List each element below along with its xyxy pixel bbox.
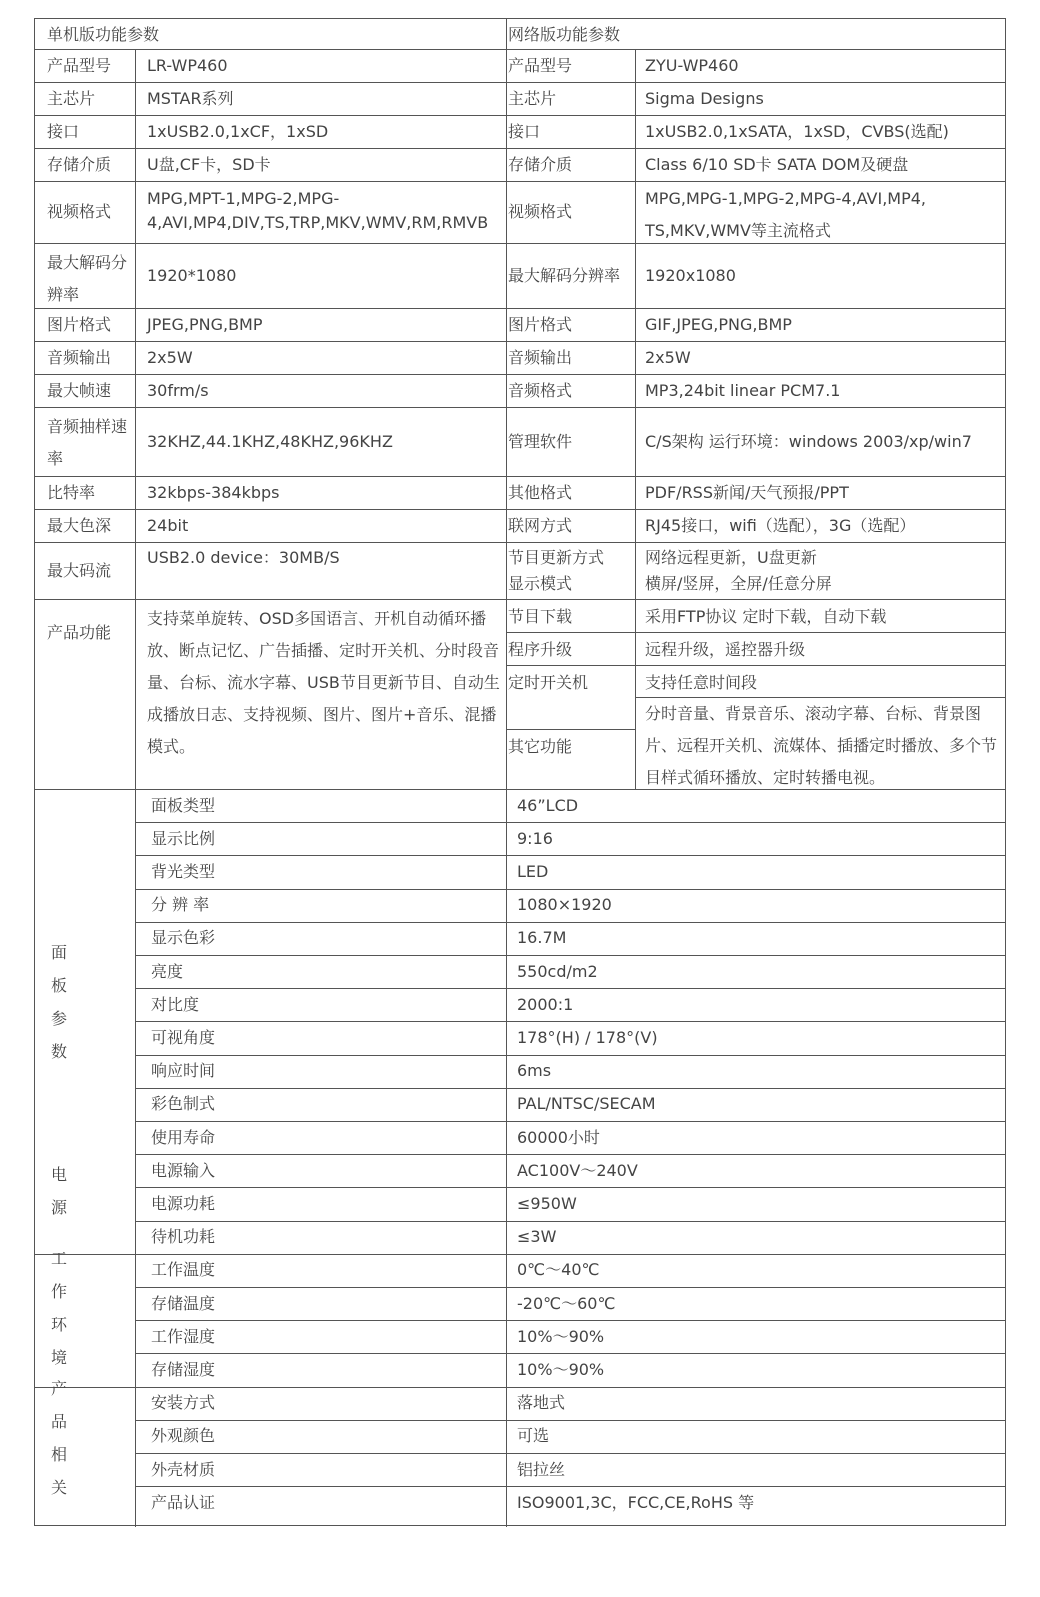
spec-value: MPG,MPG-1,MPG-2,MPG-4,AVI,MP4, TS,MKV,WMV等主流格式 — [645, 189, 926, 240]
param-label: 面板类型 — [151, 795, 216, 815]
spec-label: 最大码流 — [47, 560, 112, 580]
spec-label: 音频格式 — [508, 380, 573, 400]
spec-value: 2x5W — [147, 347, 193, 367]
row-divider — [135, 1353, 1005, 1354]
function-row-value: 采用FTP协议 定时下载，自动下载 — [645, 607, 887, 626]
row-divider — [135, 1221, 1005, 1222]
row-divider — [135, 889, 1005, 890]
spec-label: 最大解码分辨率 — [508, 265, 621, 285]
header-standalone: 单机版功能参数 — [47, 25, 160, 44]
row-divider — [35, 789, 1005, 790]
spec-label: 音频抽样速率 — [47, 417, 128, 468]
spec-value: U盘,CF卡，SD卡 — [147, 154, 271, 174]
row-divider — [35, 49, 1005, 50]
function-value: 支持菜单旋转、OSD多国语言、开机自动循环播放、断点记忆、广告插播、定时开关机、分时段音量、台标、流水字幕、USB节目更新节目、自动生成播放日志、支持视频、图片、图片+音乐、混播模式。 — [147, 609, 500, 756]
spec-label: 产品型号 — [47, 55, 112, 75]
param-label: 外观颜色 — [151, 1426, 216, 1446]
group-title-char: 数 — [50, 1042, 67, 1061]
spec-label: 最大帧速 — [47, 380, 112, 400]
row-divider — [135, 922, 1005, 923]
param-value: 1080×1920 — [517, 895, 612, 915]
row-divider — [135, 955, 1005, 956]
spec-label: 其他格式 — [508, 482, 573, 502]
group-title-char: 参 — [50, 1009, 67, 1028]
row-divider — [135, 1121, 1005, 1122]
function-row-label: 节目下载 — [508, 607, 573, 626]
spec-label: 视频格式 — [47, 202, 112, 221]
param-label: 显示比例 — [151, 828, 216, 848]
row-divider — [135, 1088, 1005, 1089]
row-divider — [506, 729, 635, 730]
group-title — [47, 1372, 71, 1504]
spec-value: 1xUSB2.0,1xSATA，1xSD，CVBS(选配) — [645, 121, 949, 141]
row-divider — [135, 1420, 1005, 1421]
spec-table — [34, 18, 1006, 1526]
param-value: 9:16 — [517, 828, 553, 848]
header-network: 网络版功能参数 — [508, 25, 621, 44]
row-divider — [35, 1254, 1005, 1255]
row-divider — [135, 1187, 1005, 1188]
param-label: 显示色彩 — [151, 928, 216, 948]
display-mode-label: 显示模式 — [508, 574, 573, 593]
param-label: 外壳材质 — [151, 1459, 216, 1479]
group-title-char: 面 — [50, 943, 67, 962]
param-value: 10%～90% — [517, 1326, 605, 1346]
column-divider — [135, 49, 136, 789]
param-label: 存储温度 — [151, 1293, 216, 1313]
spec-value: 30frm/s — [147, 380, 209, 400]
function-row-value: 远程升级，遥控器升级 — [645, 640, 806, 659]
row-divider — [135, 1287, 1005, 1288]
param-value: -20℃～60℃ — [517, 1293, 616, 1313]
group-title-char: 产 — [50, 1379, 67, 1398]
param-value: 可选 — [517, 1426, 550, 1446]
param-value: 178°(H) / 178°(V) — [517, 1028, 658, 1047]
param-label: 使用寿命 — [151, 1127, 216, 1147]
row-divider — [135, 1486, 1005, 1487]
param-value: 16.7M — [517, 928, 567, 948]
spec-label: 音频输出 — [508, 347, 573, 367]
spec-value: LR-WP460 — [147, 55, 228, 75]
spec-value: ZYU-WP460 — [645, 55, 739, 75]
spec-label: 最大解码分辨率 — [47, 253, 128, 304]
group-title — [47, 936, 71, 1068]
param-label: 工作湿度 — [151, 1326, 216, 1346]
group-title-char: 境 — [50, 1348, 67, 1367]
param-value: ≤3W — [517, 1227, 557, 1247]
function-row-label: 定时开关机 — [508, 673, 589, 692]
spec-label: 存储介质 — [47, 154, 112, 174]
spec-label: 图片格式 — [47, 314, 112, 334]
spec-label: 最大色深 — [47, 515, 112, 535]
spec-label: 存储介质 — [508, 154, 573, 174]
param-value: 550cd/m2 — [517, 961, 598, 981]
row-divider — [35, 243, 1005, 244]
param-label: 电源输入 — [151, 1160, 216, 1180]
row-divider — [35, 476, 1005, 477]
row-divider — [135, 1055, 1005, 1056]
row-divider — [35, 374, 1005, 375]
function-row-value: 分时音量、背景音乐、滚动字幕、台标、背景图片、远程开关机、流媒体、插播定时播放、多个节目样式循环播放、定时转播电视。 — [645, 704, 998, 787]
param-value: LED — [517, 862, 549, 881]
function-row-value: 支持任意时间段 — [645, 673, 758, 692]
param-label: 待机功耗 — [151, 1227, 216, 1247]
group-title-char: 品 — [50, 1412, 67, 1431]
spec-label: 比特率 — [47, 482, 96, 502]
param-value: 落地式 — [517, 1393, 566, 1413]
param-value: PAL/NTSC/SECAM — [517, 1094, 656, 1114]
column-divider — [506, 789, 507, 1527]
spec-label: 主芯片 — [47, 88, 96, 108]
spec-value: 2x5W — [645, 347, 691, 367]
group-title-char: 关 — [50, 1478, 67, 1497]
param-value: 2000:1 — [517, 994, 574, 1014]
spec-label: 产品型号 — [508, 55, 573, 75]
param-label: 分 辨 率 — [151, 895, 210, 915]
param-label: 背光类型 — [151, 862, 216, 881]
param-value: 铝拉丝 — [517, 1459, 566, 1479]
column-divider — [506, 19, 507, 789]
group-title — [47, 1158, 71, 1224]
function-label: 产品功能 — [47, 623, 112, 642]
param-label: 可视角度 — [151, 1028, 216, 1047]
param-value: ISO9001,3C，FCC,CE,RoHS 等 — [517, 1492, 755, 1512]
spec-label: 图片格式 — [508, 314, 573, 334]
spec-label: 接口 — [47, 121, 80, 141]
spec-value: JPEG,PNG,BMP — [147, 314, 263, 334]
param-value: 60000小时 — [517, 1127, 600, 1147]
spec-value: PDF/RSS新闻/天气预报/PPT — [645, 482, 849, 502]
group-title-char: 相 — [50, 1445, 67, 1464]
row-divider — [135, 855, 1005, 856]
spec-value: MSTAR系列 — [147, 88, 234, 108]
param-value: ≤950W — [517, 1194, 577, 1213]
param-value: 6ms — [517, 1061, 552, 1081]
param-value: 10%～90% — [517, 1360, 605, 1379]
row-divider — [35, 542, 1005, 543]
spec-value: 网络远程更新，U盘更新 — [645, 548, 817, 567]
row-divider — [35, 115, 1005, 116]
spec-value: 24bit — [147, 515, 189, 535]
spec-value: MP3,24bit linear PCM7.1 — [645, 380, 841, 400]
spec-value: 32KHZ,44.1KHZ,48KHZ,96KHZ — [147, 431, 393, 451]
spec-label: 节目更新方式 — [508, 548, 605, 567]
spec-value: MPG,MPT-1,MPG-2,MPG-4,AVI,MP4,DIV,TS,TRP,MKV,WMV,RM,RMVB — [147, 189, 489, 232]
function-row-label: 其它功能 — [508, 737, 573, 756]
spec-value: Sigma Designs — [645, 88, 764, 108]
row-divider — [35, 181, 1005, 182]
column-divider — [635, 49, 636, 789]
spec-label: 管理软件 — [508, 431, 573, 451]
group-title-char: 环 — [50, 1315, 67, 1334]
spec-value: C/S架构 运行环境：windows 2003/xp/win7 — [645, 431, 972, 451]
row-divider — [135, 1154, 1005, 1155]
param-label: 响应时间 — [151, 1061, 216, 1081]
group-title-char: 工 — [50, 1249, 67, 1268]
display-mode-value: 横屏/竖屏，全屏/任意分屏 — [645, 574, 832, 593]
spec-value: 1xUSB2.0,1xCF，1xSD — [147, 121, 329, 141]
param-label: 亮度 — [151, 961, 184, 981]
group-title — [47, 1242, 71, 1374]
row-divider — [35, 148, 1005, 149]
spec-value: GIF,JPEG,PNG,BMP — [645, 314, 792, 334]
param-value: 0℃～40℃ — [517, 1260, 600, 1280]
row-divider — [35, 82, 1005, 83]
spec-value: 1920x1080 — [645, 265, 736, 285]
spec-value: USB2.0 device：30MB/S — [147, 548, 340, 567]
row-divider — [35, 1387, 1005, 1388]
spec-label: 主芯片 — [508, 88, 557, 108]
spec-label: 视频格式 — [508, 202, 573, 221]
row-divider — [135, 1453, 1005, 1454]
param-label: 产品认证 — [151, 1492, 216, 1512]
spec-label: 联网方式 — [508, 515, 573, 535]
row-divider — [35, 308, 1005, 309]
group-title-char: 作 — [50, 1282, 67, 1301]
group-title-char: 板 — [50, 976, 67, 995]
spec-value: RJ45接口，wifi（选配），3G（选配） — [645, 515, 916, 535]
spec-value: Class 6/10 SD卡 SATA DOM及硬盘 — [645, 154, 909, 174]
param-label: 存储湿度 — [151, 1360, 216, 1379]
function-row-label: 程序升级 — [508, 640, 573, 659]
row-divider — [35, 341, 1005, 342]
row-divider — [35, 509, 1005, 510]
row-divider — [135, 822, 1005, 823]
row-divider — [35, 407, 1005, 408]
row-divider — [135, 1021, 1005, 1022]
param-label: 工作温度 — [151, 1260, 216, 1280]
group-title-char: 电 — [50, 1165, 67, 1184]
column-divider — [135, 789, 136, 1527]
param-value: AC100V～240V — [517, 1160, 638, 1180]
row-divider — [135, 1320, 1005, 1321]
spec-label: 接口 — [508, 121, 541, 141]
param-label: 对比度 — [151, 994, 200, 1014]
param-label: 安装方式 — [151, 1393, 216, 1413]
spec-value: 32kbps-384kbps — [147, 482, 280, 502]
param-label: 彩色制式 — [151, 1094, 216, 1114]
group-title-char: 源 — [50, 1198, 67, 1217]
row-divider — [135, 988, 1005, 989]
spec-value: 1920*1080 — [147, 265, 237, 285]
param-value: 46”LCD — [517, 795, 579, 815]
row-divider — [506, 665, 1005, 666]
row-divider — [35, 599, 1005, 600]
row-divider — [506, 632, 1005, 633]
spec-label: 音频输出 — [47, 347, 112, 367]
param-label: 电源功耗 — [151, 1194, 216, 1213]
